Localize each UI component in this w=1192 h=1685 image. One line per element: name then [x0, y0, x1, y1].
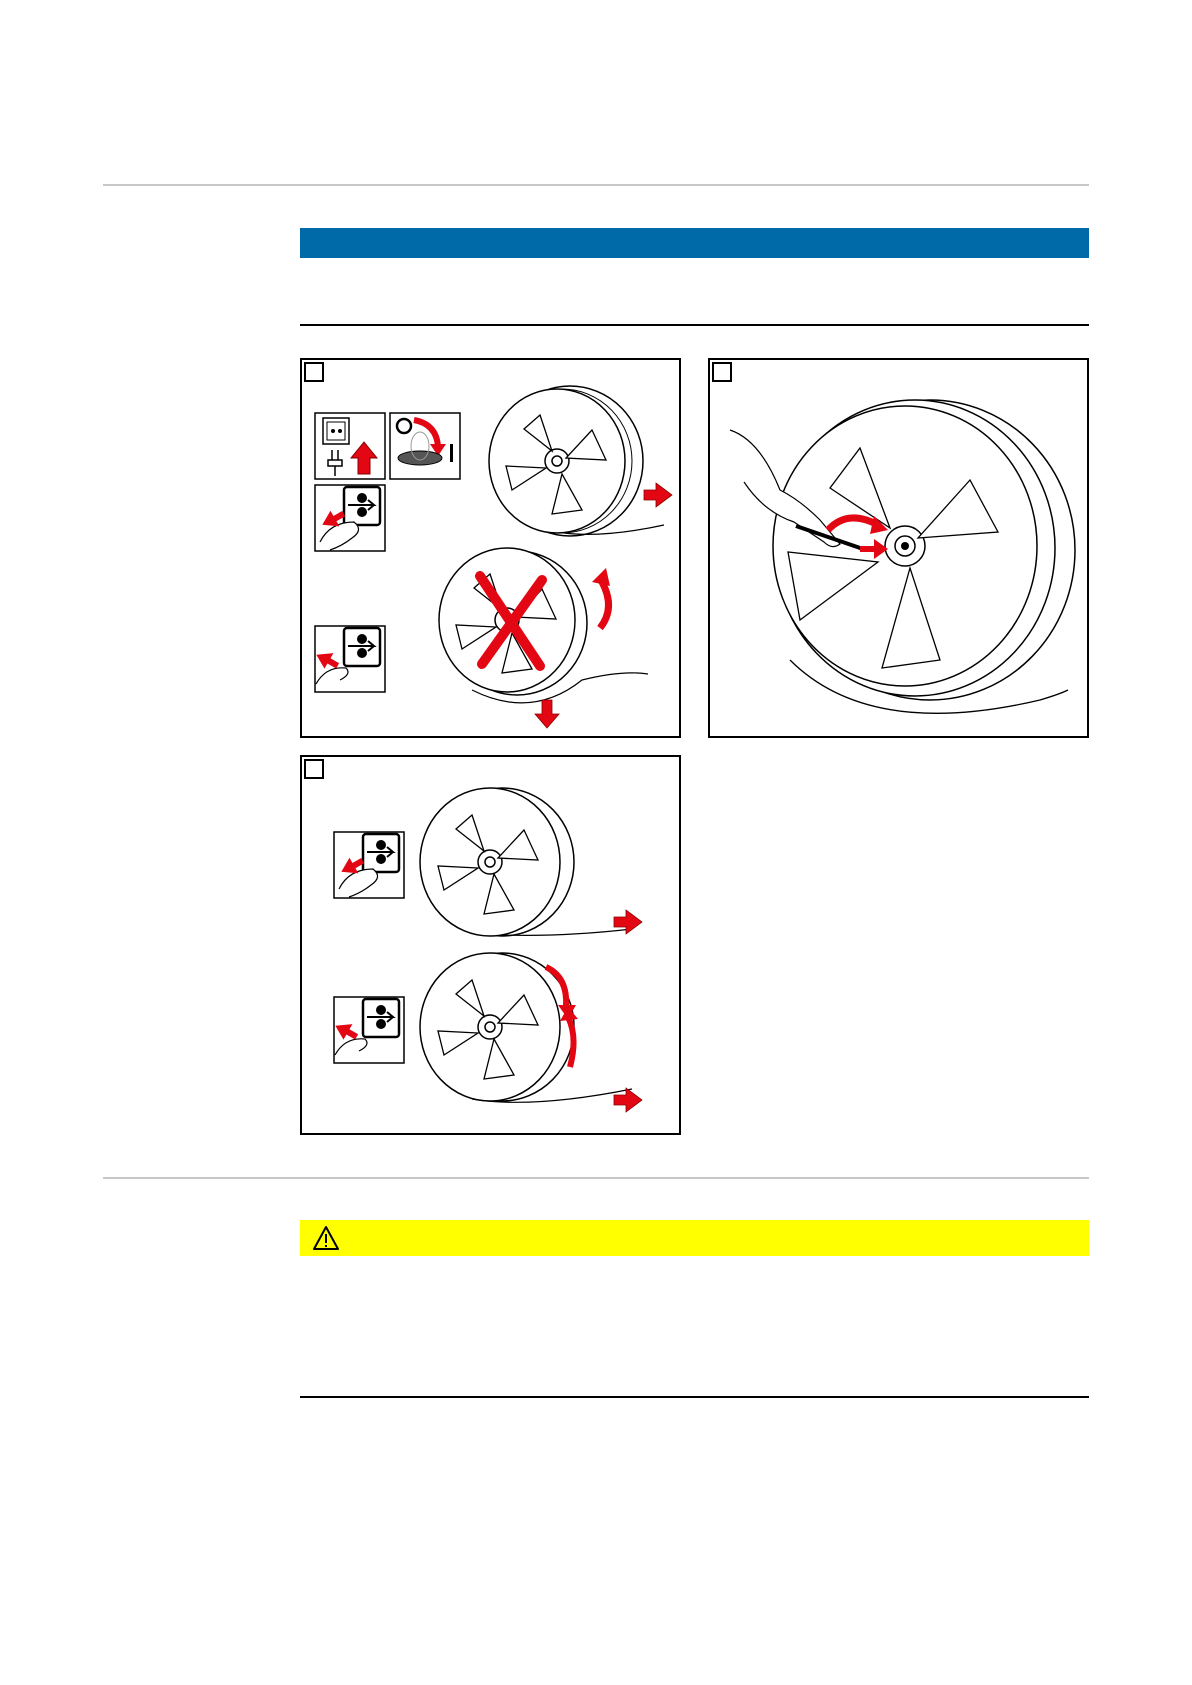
figure-step-3 — [300, 755, 681, 1135]
section-divider-middle — [103, 1177, 1089, 1179]
spool-brake-adjust-icon — [730, 400, 1075, 713]
wire-feed-button-press-icon — [315, 485, 385, 551]
wire-feed-button-press-icon — [334, 832, 404, 898]
figure-step-2 — [708, 358, 1089, 738]
caution-header-bar — [300, 1220, 1089, 1256]
note-header-bar — [300, 228, 1089, 258]
caution-end-rule — [300, 1396, 1089, 1398]
warning-triangle-icon — [312, 1225, 340, 1251]
wire-spool-icon — [420, 788, 642, 936]
wire-spool-wrong-icon — [439, 548, 648, 728]
wire-feed-button-release-icon — [331, 997, 404, 1063]
wire-feed-button-release-icon — [312, 626, 385, 692]
section-divider-top — [103, 184, 1089, 186]
note-end-rule — [300, 324, 1089, 326]
figure-step-1 — [300, 358, 681, 738]
wire-spool-stopped-icon — [420, 953, 642, 1112]
power-switch-icon — [390, 413, 460, 479]
wire-spool-icon — [489, 386, 672, 536]
unplug-icon — [315, 413, 385, 479]
